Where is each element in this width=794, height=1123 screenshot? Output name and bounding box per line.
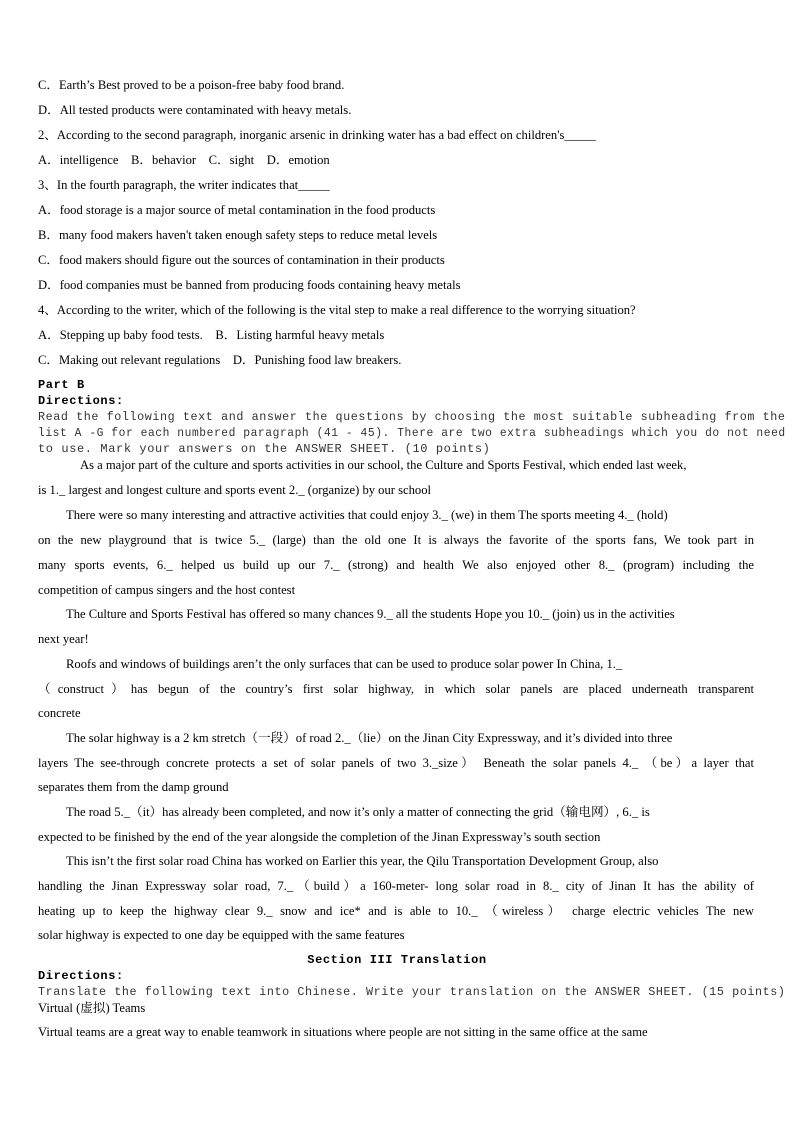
q3-option-d: D．food companies must be banned from producing foods containing heavy metals [38,278,461,292]
q4-options-ab: A．Stepping up baby food tests. B．Listing harmful heavy metals [38,328,385,342]
passage2-line: heating up to keep the highway clear 9._ snow and ice* and is able to 10._ （wireless） charge electric vehicles The new [38,904,754,918]
passage2-line: Roofs and windows of buildings aren’t the only surfaces that can be used to produce solar power In China, 1._ [66,657,623,671]
q2-options: A．intelligence B．behavior C．sight D．emotion [38,153,330,167]
passage2-line: The road 5._（it）has already been completed, and now it’s only a matter of connecting the grid（输电网）, 6._ is [66,805,650,819]
passage2-line: expected to be finished by the end of the year alongside the completion of the Jinan Expressway’s south section [38,830,601,844]
passage2-line: concrete [38,706,81,720]
q4-options-cd: C．Making out relevant regulations D．Punishing food law breakers. [38,353,402,367]
passage1-line: As a major part of the culture and sports activities in our school, the Culture and Sports Festival, which ended last week, [80,458,687,472]
q1-option-d: D．All tested products were contaminated with heavy metals. [38,103,352,117]
passage2-line: （construct）has begun of the country’s first solar highway, in which solar panels are placed underneath transparent [38,682,754,696]
translation-passage-line: Virtual teams are a great way to enable teamwork in situations where people are not sitting in the same office at the same [38,1025,648,1039]
part-b-directions-line: Read the following text and answer the questions by choosing the most suitable subheading from the [38,410,786,424]
q3-option-a: A．food storage is a major source of metal contamination in the food products [38,203,436,217]
part-b-directions-line: to use. Mark your answers on the ANSWER SHEET. (10 points) [38,442,491,456]
part-b-heading: Part B [38,378,85,392]
passage2-line: layers The see-through concrete protects a set of solar panels of two 3._size） Beneath the solar panels 4._ （be）a layer that [38,756,754,770]
section-3-title: Section III Translation [307,953,487,967]
passage2-line: This isn’t the first solar road China has worked on Earlier this year, the Qilu Transportation Development Group, also [66,854,659,868]
passage1-line: competition of campus singers and the host contest [38,583,296,597]
translation-passage-title: Virtual (虚拟) Teams [38,1001,146,1015]
q3-stem: 3、In the fourth paragraph, the writer indicates that_____ [38,178,330,192]
passage1-line: on the new playground that is twice 5._ (large) than the old one It is always the favorite of the sports fans, We took part in [38,533,754,547]
q1-option-c: C．Earth’s Best proved to be a poison-free baby food brand. [38,78,345,92]
q4-stem: 4、According to the writer, which of the following is the vital step to make a real difference to the worrying situation? [38,303,636,317]
part-b-directions-line: list A -G for each numbered paragraph (41 - 45). There are two extra subheadings which you do not need [38,426,786,440]
part-b-directions-label: Directions: [38,394,124,408]
passage1-line: There were so many interesting and attractive activities that could enjoy 3._ (we) in them The sports meeting 4._ (hold) [66,508,668,522]
passage1-line: many sports events, 6._ helped us build up our 7._ (strong) and health We also enjoyed other 8._ (program) including the [38,558,754,572]
section-3-directions-label: Directions: [38,969,124,983]
q3-option-b: B．many food makers haven't taken enough safety steps to reduce metal levels [38,228,438,242]
passage2-line: solar highway is expected to one day be equipped with the same features [38,928,405,942]
q2-stem: 2、According to the second paragraph, inorganic arsenic in drinking water has a bad effect on children's_____ [38,128,596,142]
passage1-line: is 1._ largest and longest culture and sports event 2._ (organize) by our school [38,483,432,497]
passage2-line: The solar highway is a 2 km stretch（一段）of road 2._（lie）on the Jinan City Expressway, and it’s divided into three [66,731,673,745]
passage1-line: next year! [38,632,89,646]
passage1-line: The Culture and Sports Festival has offered so many chances 9._ all the students Hope you 10._ (join) us in the activities [66,607,675,621]
passage2-line: separates them from the damp ground [38,780,229,794]
passage2-line: handling the Jinan Expressway solar road, 7._（build）a 160-meter- long solar road in 8._ city of Jinan It has the ability of [38,879,754,893]
section-3-directions-text: Translate the following text into Chinese. Write your translation on the ANSWER SHEET. (15 points) [38,985,786,999]
q3-option-c: C．food makers should figure out the sources of contamination in their products [38,253,445,267]
